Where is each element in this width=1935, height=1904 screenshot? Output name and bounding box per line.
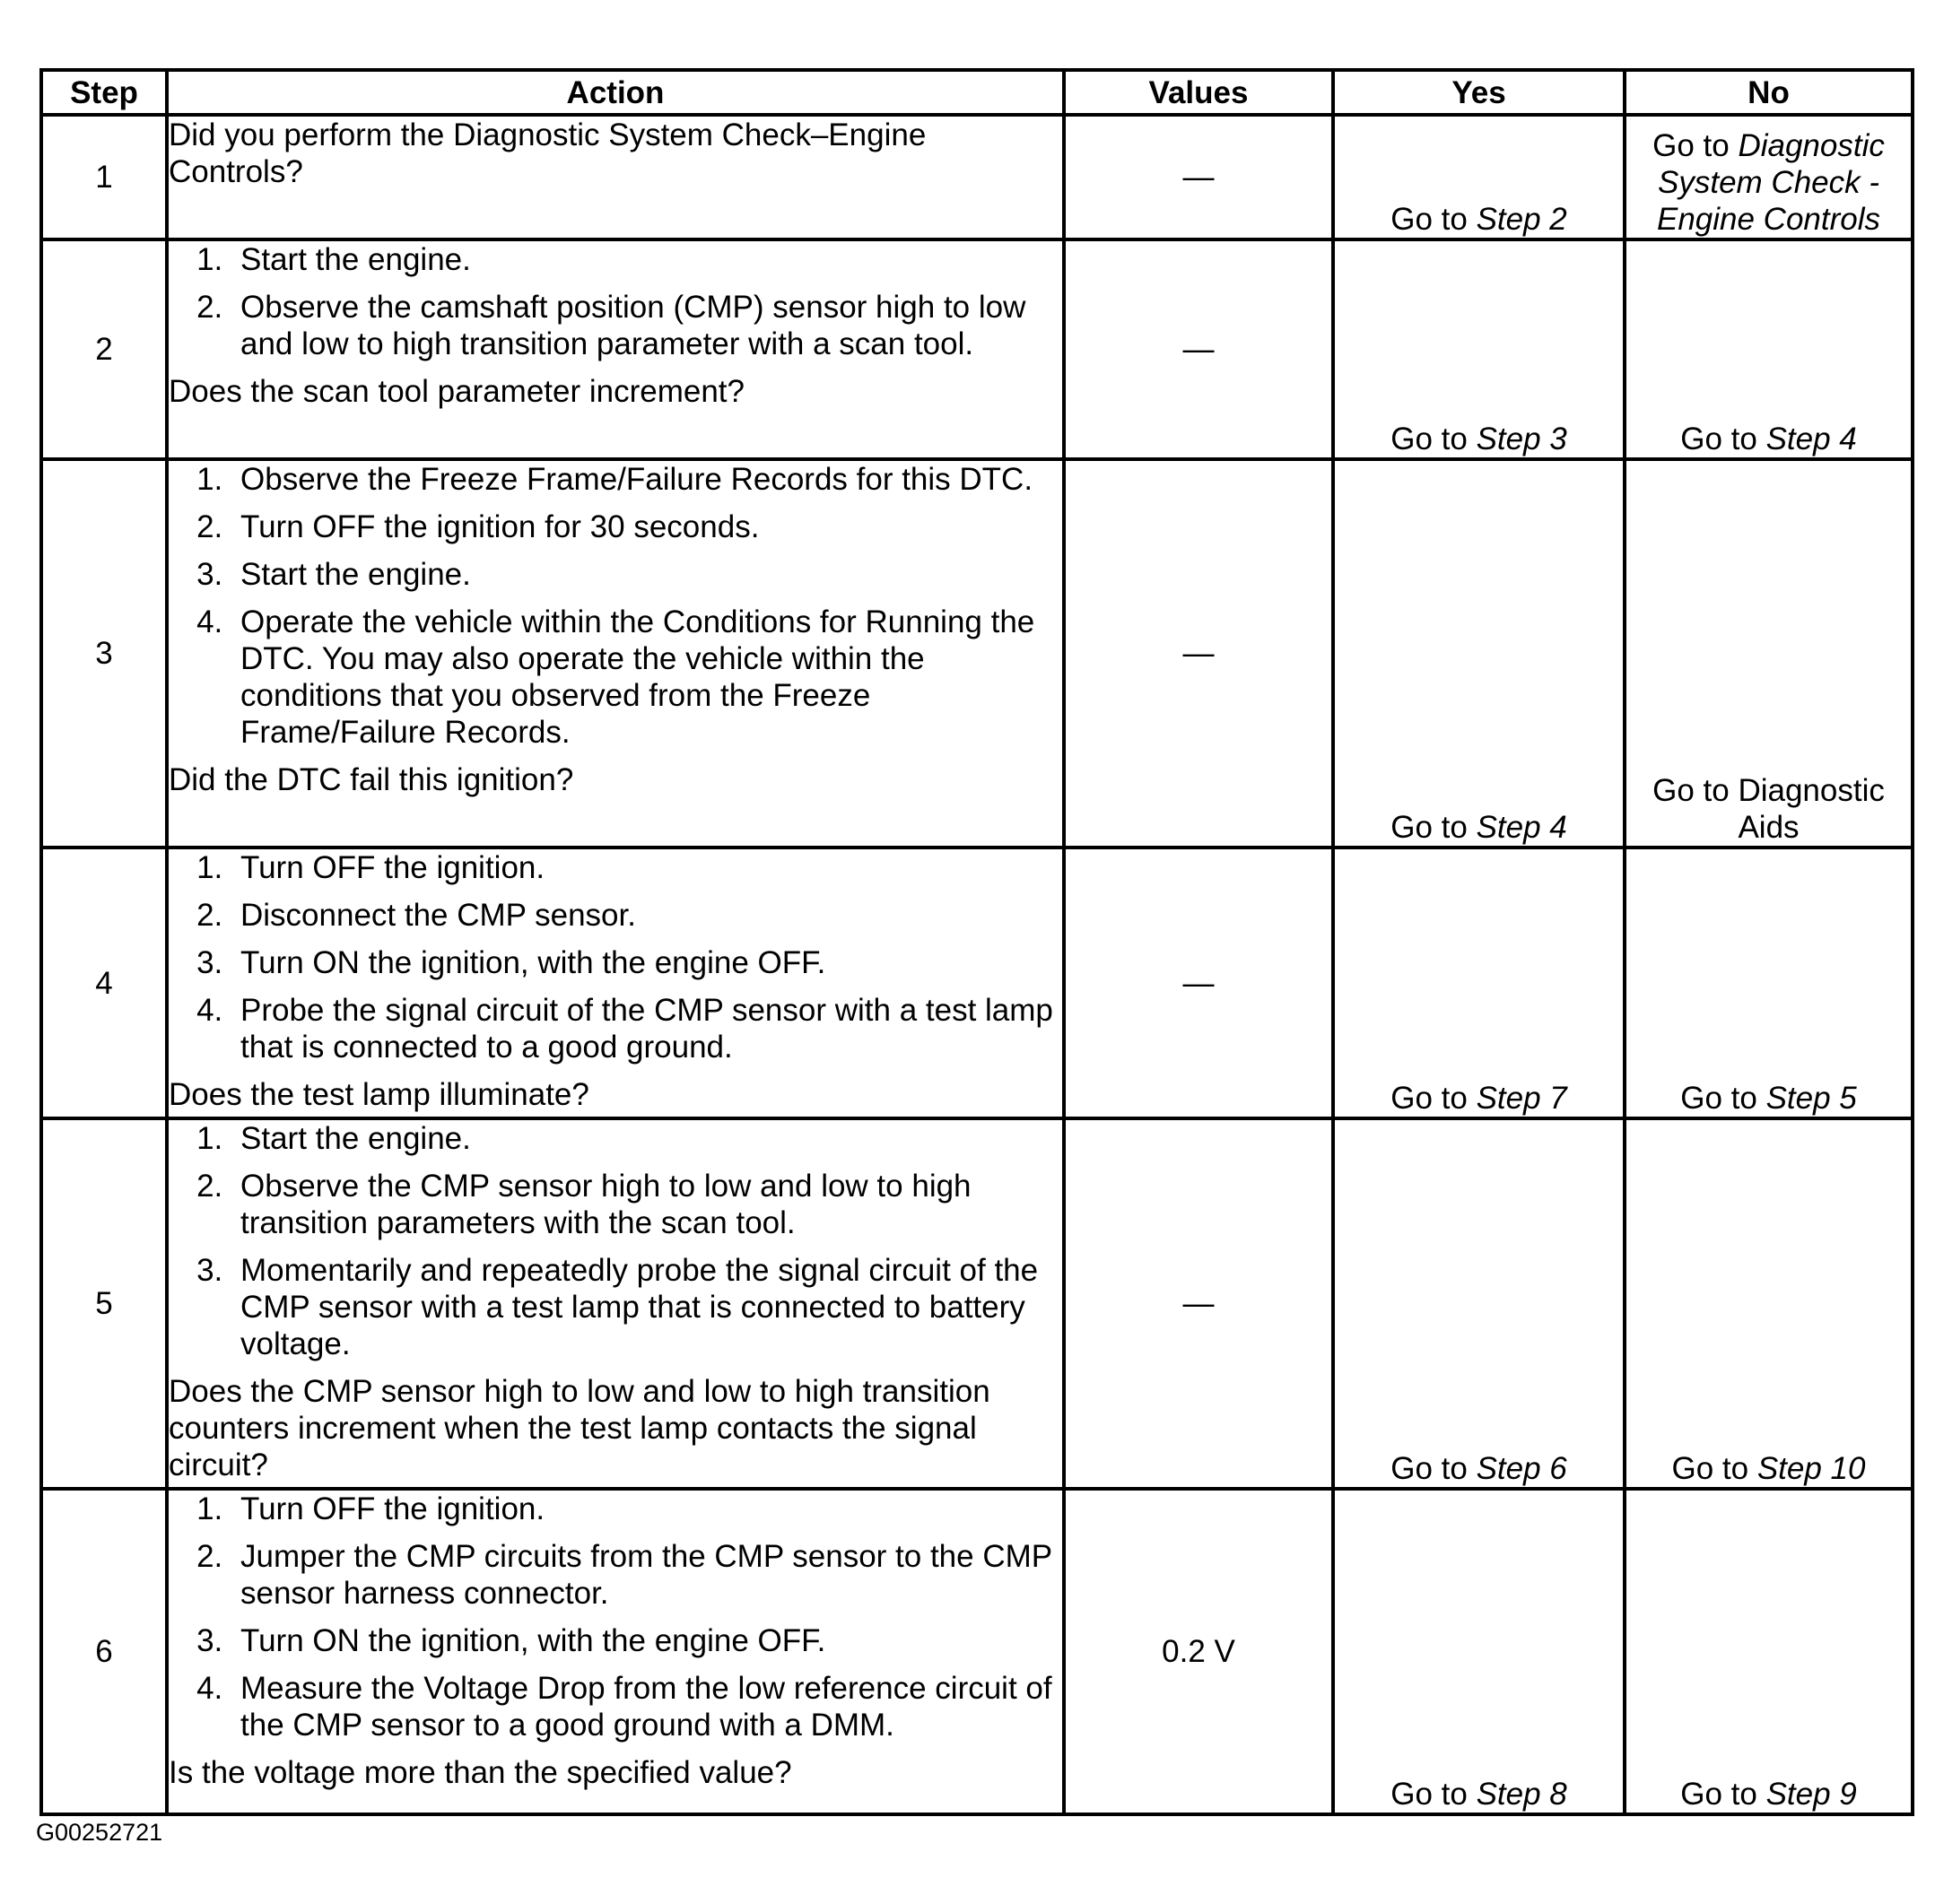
step-number: 3 [41, 459, 167, 848]
table-row [41, 459, 1913, 848]
spec-value: 0.2 V [1064, 1489, 1333, 1814]
table-row [41, 115, 1913, 239]
action-step: 3. Start the engine. [231, 556, 1062, 593]
no-prefix: Go to [1671, 1451, 1757, 1486]
action-steps-list [169, 1120, 1062, 1362]
yes-prefix: Go to [1390, 810, 1477, 845]
yes-prefix: Go to [1390, 1777, 1477, 1812]
diagnostic-table [39, 68, 1914, 1816]
action-question: Did you perform the Diagnostic System Check–Engine Controls? [169, 117, 927, 189]
action-question: Does the CMP sensor high to low and low to high transition counters increment when the test lamp contacts the signal circuit? [169, 1374, 990, 1482]
yes-step-link[interactable]: Step 2 [1476, 202, 1567, 237]
action-steps-list [169, 849, 1062, 1065]
action-step: 2. Turn OFF the ignition for 30 seconds. [231, 509, 1062, 545]
action-step: 1. Start the engine. [231, 241, 1062, 278]
no-step-link[interactable]: Step 5 [1765, 1081, 1857, 1116]
figure-id: G00252721 [36, 1819, 163, 1846]
action-steps-list [169, 1491, 1062, 1743]
no-result [1625, 115, 1913, 239]
table-row [41, 1489, 1913, 1814]
step-number: 4 [41, 848, 167, 1118]
yes-result [1333, 115, 1625, 239]
action-step: 1. Observe the Freeze Frame/Failure Records for this DTC. [231, 461, 1062, 498]
step-number: 6 [41, 1489, 167, 1814]
action-question: Is the voltage more than the specified value? [169, 1755, 792, 1790]
action-step: 1. Turn OFF the ignition. [231, 849, 1062, 886]
action-step: 4. Measure the Voltage Drop from the low reference circuit of the CMP sensor to a good ground with a DMM. [231, 1670, 1062, 1743]
action-step: 3. Turn ON the ignition, with the engine OFF. [231, 944, 1062, 981]
step-number: 2 [41, 239, 167, 459]
spec-value: — [1064, 239, 1333, 459]
yes-result [1333, 459, 1625, 848]
action-steps-list [169, 461, 1062, 751]
no-result [1625, 239, 1913, 459]
yes-prefix: Go to [1390, 202, 1477, 237]
no-result [1625, 1118, 1913, 1489]
table-row [41, 239, 1913, 459]
step-number: 1 [41, 115, 167, 239]
yes-result [1333, 239, 1625, 459]
header-step: Step [41, 70, 167, 115]
no-step-link[interactable]: Step 9 [1765, 1777, 1857, 1812]
action-question: Does the scan tool parameter increment? [169, 374, 745, 409]
no-result [1625, 1489, 1913, 1814]
header-values: Values [1064, 70, 1333, 115]
action-cell [167, 1489, 1064, 1814]
no-prefix: Go to [1680, 1777, 1766, 1812]
spec-value: — [1064, 459, 1333, 848]
no-result [1625, 848, 1913, 1118]
yes-step-link[interactable]: Step 8 [1476, 1777, 1567, 1812]
action-step: 4. Probe the signal circuit of the CMP sensor with a test lamp that is connected to a good ground. [231, 992, 1062, 1065]
no-prefix: Go to [1652, 128, 1739, 163]
yes-step-link[interactable]: Step 7 [1476, 1081, 1567, 1116]
yes-prefix: Go to [1390, 1451, 1477, 1486]
header-action: Action [167, 70, 1064, 115]
yes-step-link[interactable]: Step 3 [1476, 422, 1567, 456]
table-header-row [41, 70, 1913, 115]
yes-prefix: Go to [1390, 422, 1477, 456]
yes-result [1333, 1489, 1625, 1814]
action-cell [167, 115, 1064, 239]
no-prefix: Go to Diagnostic Aids [1652, 773, 1885, 845]
action-step: 2. Disconnect the CMP sensor. [231, 897, 1062, 934]
yes-result [1333, 1118, 1625, 1489]
yes-result [1333, 848, 1625, 1118]
action-question: Did the DTC fail this ignition? [169, 762, 574, 797]
action-cell [167, 1118, 1064, 1489]
action-cell [167, 848, 1064, 1118]
header-no: No [1625, 70, 1913, 115]
action-step: 3. Momentarily and repeatedly probe the signal circuit of the CMP sensor with a test lamp that is connected to battery voltage. [231, 1252, 1062, 1362]
action-step: 2. Jumper the CMP circuits from the CMP sensor to the CMP sensor harness connector. [231, 1538, 1062, 1612]
no-prefix: Go to [1680, 422, 1766, 456]
no-step-link[interactable]: Step 10 [1756, 1451, 1866, 1486]
no-prefix: Go to [1680, 1081, 1766, 1116]
action-step: 2. Observe the camshaft position (CMP) sensor high to low and low to high transition parameter with a scan tool. [231, 289, 1062, 362]
no-result [1625, 459, 1913, 848]
spec-value: — [1064, 1118, 1333, 1489]
action-step: 1. Start the engine. [231, 1120, 1062, 1157]
table-row [41, 848, 1913, 1118]
no-step-link[interactable]: Diagnostic System Check - Engine Controls [1656, 128, 1885, 237]
action-step: 2. Observe the CMP sensor high to low and low to high transition parameters with the scan tool. [231, 1168, 1062, 1241]
action-question: Does the test lamp illuminate? [169, 1077, 589, 1112]
yes-step-link[interactable]: Step 4 [1476, 810, 1567, 845]
table-body [41, 115, 1913, 1814]
action-cell [167, 239, 1064, 459]
no-step-link[interactable]: Step 4 [1765, 422, 1857, 456]
header-yes: Yes [1333, 70, 1625, 115]
action-step: 3. Turn ON the ignition, with the engine OFF. [231, 1622, 1062, 1659]
action-steps-list [169, 241, 1062, 362]
table-row [41, 1118, 1913, 1489]
step-number: 5 [41, 1118, 167, 1489]
yes-prefix: Go to [1390, 1081, 1477, 1116]
action-step: 1. Turn OFF the ignition. [231, 1491, 1062, 1527]
spec-value: — [1064, 848, 1333, 1118]
action-step: 4. Operate the vehicle within the Conditions for Running the DTC. You may also operate the vehicle within the conditions that you observed from the Freeze Frame/Failure Records. [231, 604, 1062, 751]
spec-value: — [1064, 115, 1333, 239]
action-cell [167, 459, 1064, 848]
yes-step-link[interactable]: Step 6 [1476, 1451, 1567, 1486]
